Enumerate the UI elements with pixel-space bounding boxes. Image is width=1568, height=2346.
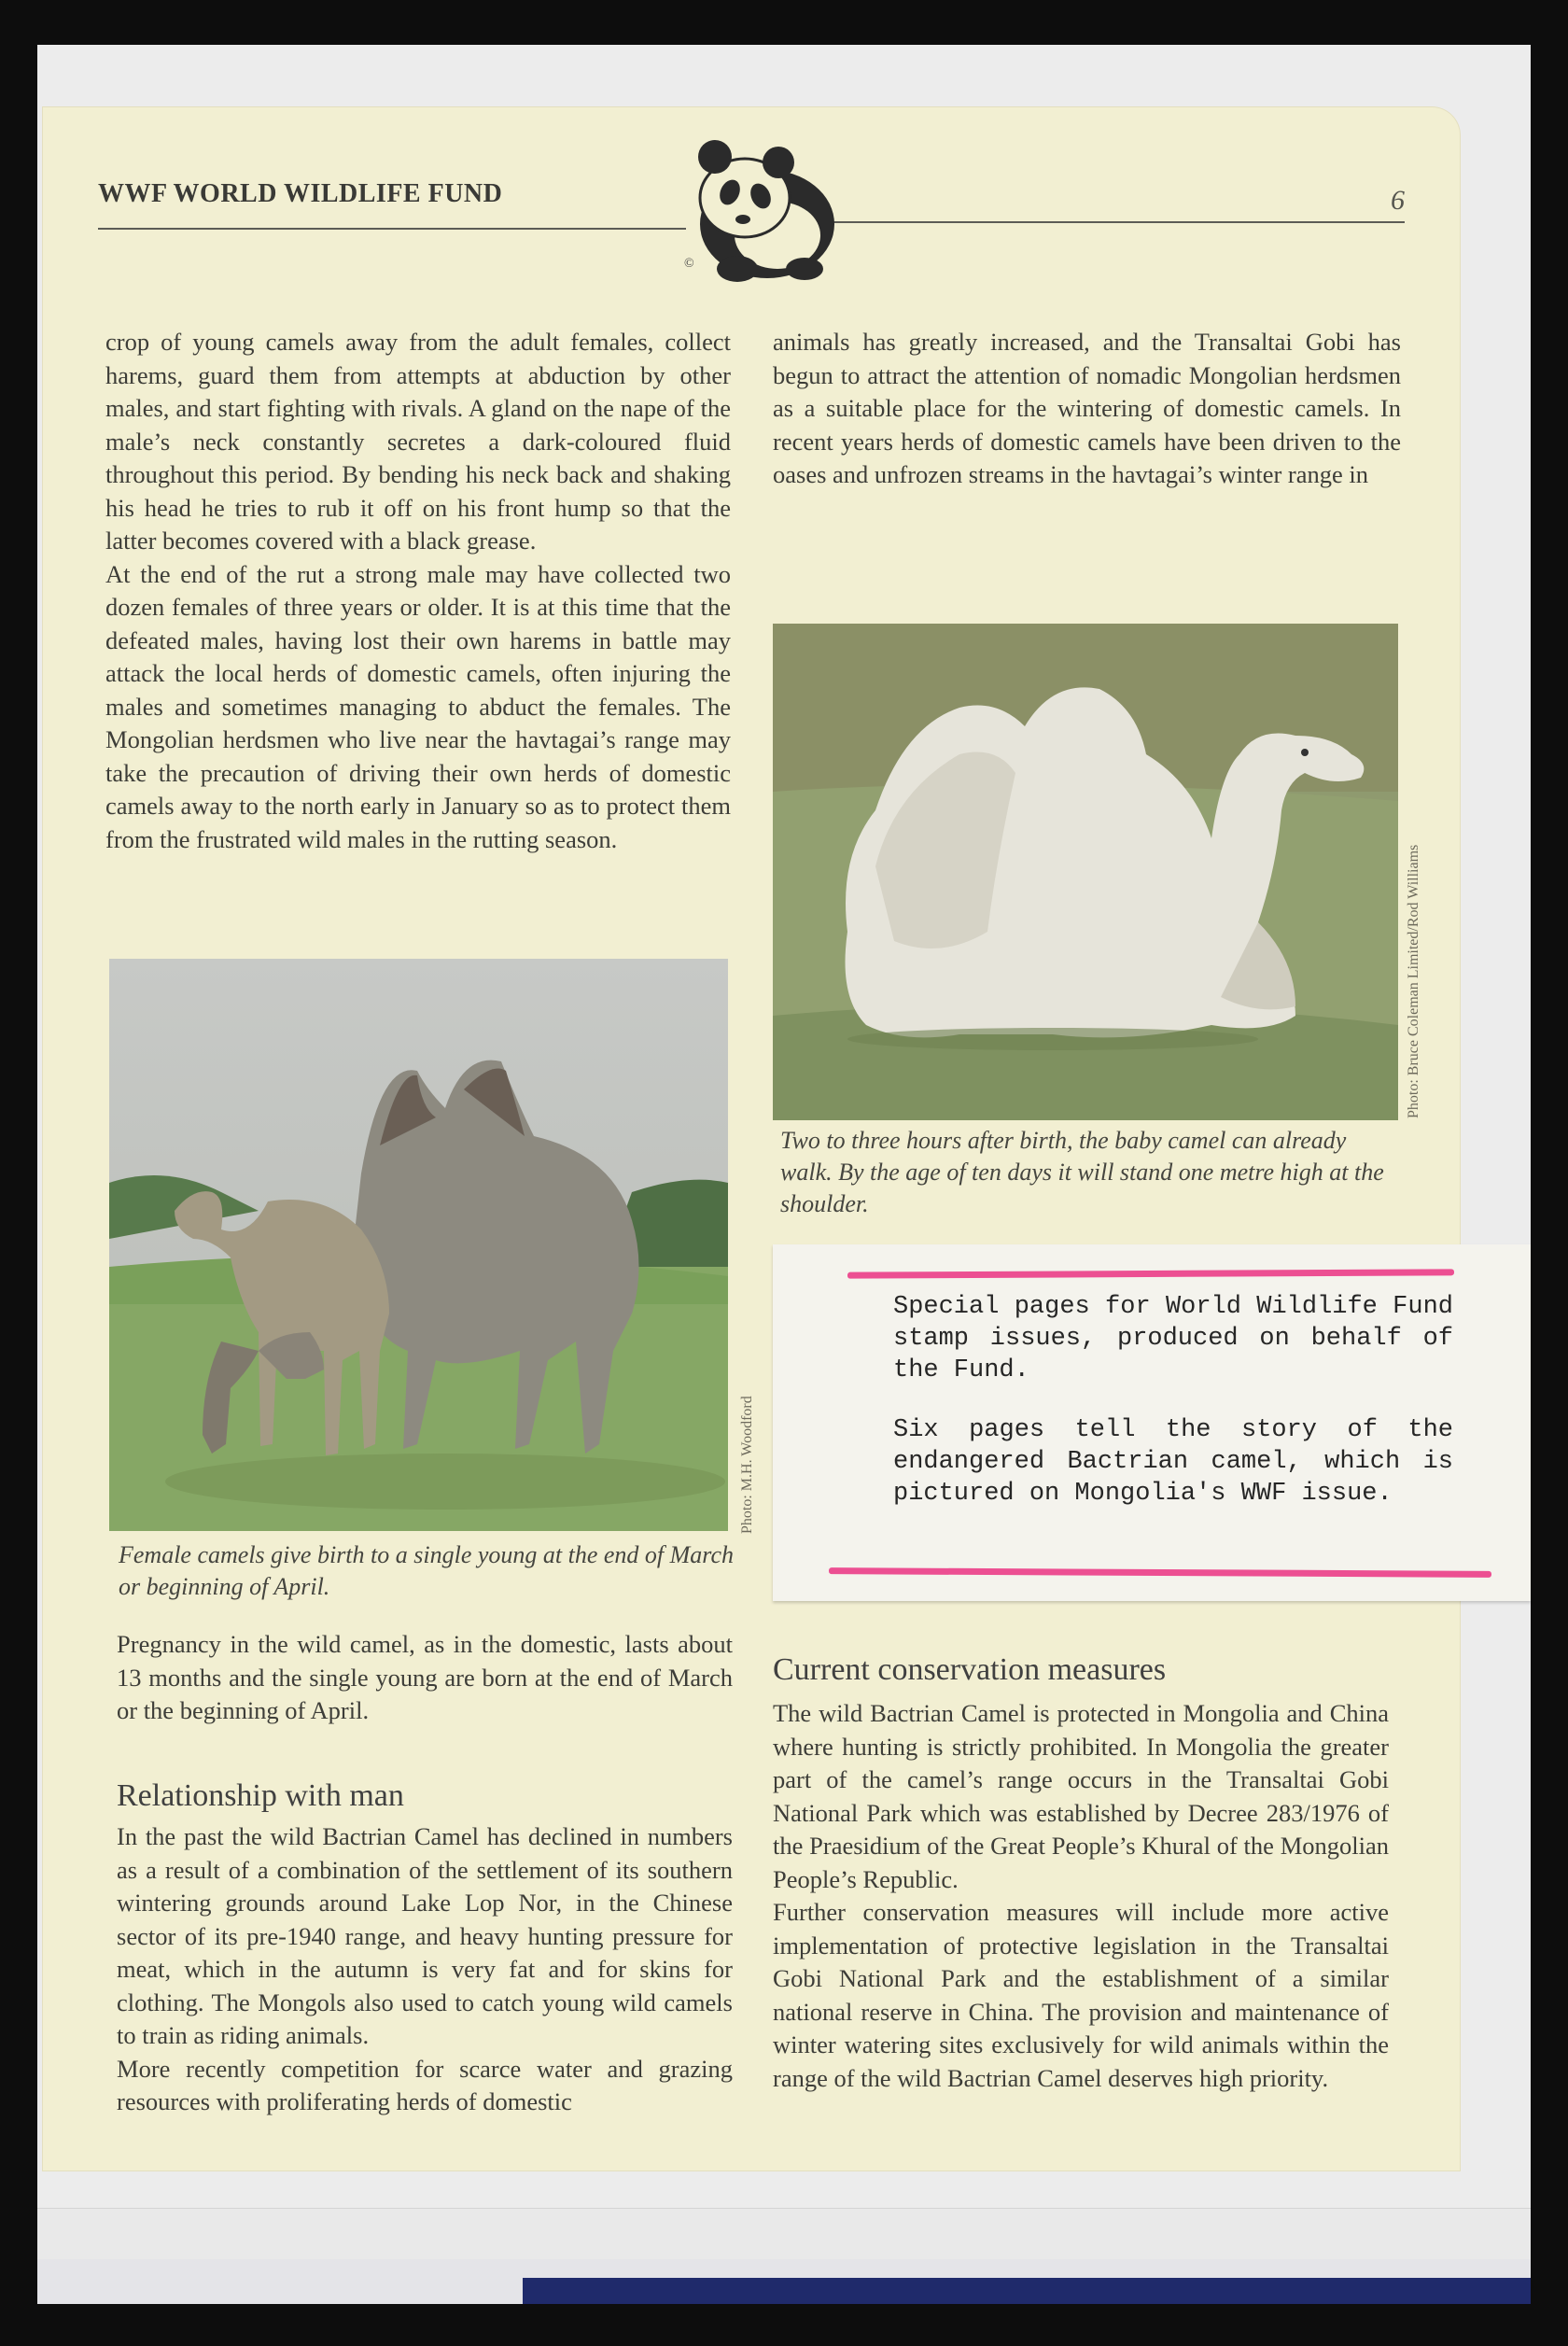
page-number: 6	[1391, 185, 1405, 216]
label-line-special-pages: Special pages for World Wildlife Fund stamp issues, produced on behalf of the Fund.	[893, 1293, 1453, 1384]
panda-logo-icon	[681, 131, 840, 285]
album-binding	[523, 2278, 1531, 2304]
header-rule-right	[831, 221, 1405, 223]
right-column-top	[773, 326, 1401, 492]
photo-female-camels	[109, 959, 728, 1531]
paragraph-further-measures: Further conservation measures will include more active implementation of protective legislation in the Transaltai Gobi National Park and the establishment of a similar national reserve in China. The provision and maintenance of winter watering sites exclusively for wild animals within the range of the wild Bactrian Camel deserves high priority.	[773, 1898, 1389, 2092]
photo-baby-camel	[773, 624, 1398, 1120]
header-title: WWF WORLD WILDLIFE FUND	[98, 179, 503, 208]
pregnancy-block	[117, 1628, 733, 1728]
paragraph-competition: More recently competition for scarce water and grazing resources with proliferating herds of domestic	[117, 2054, 733, 2115]
conservation-body	[773, 1697, 1389, 2095]
copyright-mark: ©	[684, 257, 694, 271]
paragraph-end-of-rut: At the end of the rut a strong male may have collected two dozen females of three years or older. It is at this time that the defeated males, having lost their own harems in battle may attack the local herds of domestic camels, often injuring the males and sometimes managing to abduct the females. The Mongolian herdsmen who live near the havtagai’s range may take the precaution of driving their own herds of domestic camels away to the north early in January so as to protect them from the frustrated wild males in the rutting season.	[105, 559, 731, 853]
photo-credit-left: Photo: M.H. Woodford	[739, 1396, 755, 1534]
header-rule-left	[98, 228, 686, 230]
heading-conservation-measures: Current conservation measures	[773, 1652, 1167, 1688]
paragraph-rut-behaviour: crop of young camels away from the adult females, collect harems, guard them from attempts at abduction by other males, and start fighting with rivals. A gland on the nape of the male’s neck constantly secretes a dark-coloured fluid throughout this period. By bending his neck back and shaking his head he tries to rub it off on his front hump so that the latter becomes covered with a black grease.	[105, 328, 731, 555]
paragraph-domestic-camels: animals has greatly increased, and the Transaltai Gobi has begun to attract the attention of nomadic Mongolian herdsmen as a suitable place for the wintering of domestic camels. In recent years herds of domestic camels have been driven to the oases and unfrozen streams in the havtagai’s winter range in	[773, 328, 1401, 488]
highlight-bottom	[829, 1567, 1491, 1578]
protective-sleeve	[37, 2208, 1531, 2265]
relationship-body	[117, 1820, 733, 2119]
photo-credit-right: Photo: Bruce Coleman Limited/Rod Williams	[1406, 844, 1421, 1118]
label-line-six-pages: Six pages tell the story of the endangered Bactrian camel, which is pictured on Mongolia's WWF issue.	[893, 1416, 1453, 1508]
paragraph-protection: The wild Bactrian Camel is protected in Mongolia and China where hunting is strictly prohibited. In Mongolia the greater part of the camel’s range occurs in the Transaltai Gobi National Park which was established by Decree 283/1976 of the Praesidium of the Great People’s Khural of the Mongolian People’s Republic.	[773, 1699, 1389, 1893]
heading-relationship-with-man: Relationship with man	[117, 1778, 404, 1814]
highlight-top	[847, 1269, 1454, 1278]
caption-baby-camel: Two to three hours after birth, the baby camel can already walk. By the age of ten days it will stand one metre high at the shoulder.	[780, 1127, 1384, 1217]
paragraph-pregnancy: Pregnancy in the wild camel, as in the domestic, lasts about 13 months and the single young are born at the end of March or the beginning of April.	[117, 1630, 733, 1724]
caption-female-camels: Female camels give birth to a single young at the end of March or beginning of April.	[119, 1541, 735, 1600]
left-column-top	[105, 326, 731, 856]
typed-label-sticker	[773, 1244, 1531, 1601]
paragraph-decline: In the past the wild Bactrian Camel has declined in numbers as a result of a combination of the settlement of its southern wintering grounds around Lake Lop Nor, in the Chinese sector of its pre-1940 range, and heavy hunting pressure for meat, which in the autumn is very fat and for skins for clothing. The Mongols also used to catch young wild camels to train as riding animals.	[117, 1822, 733, 2049]
